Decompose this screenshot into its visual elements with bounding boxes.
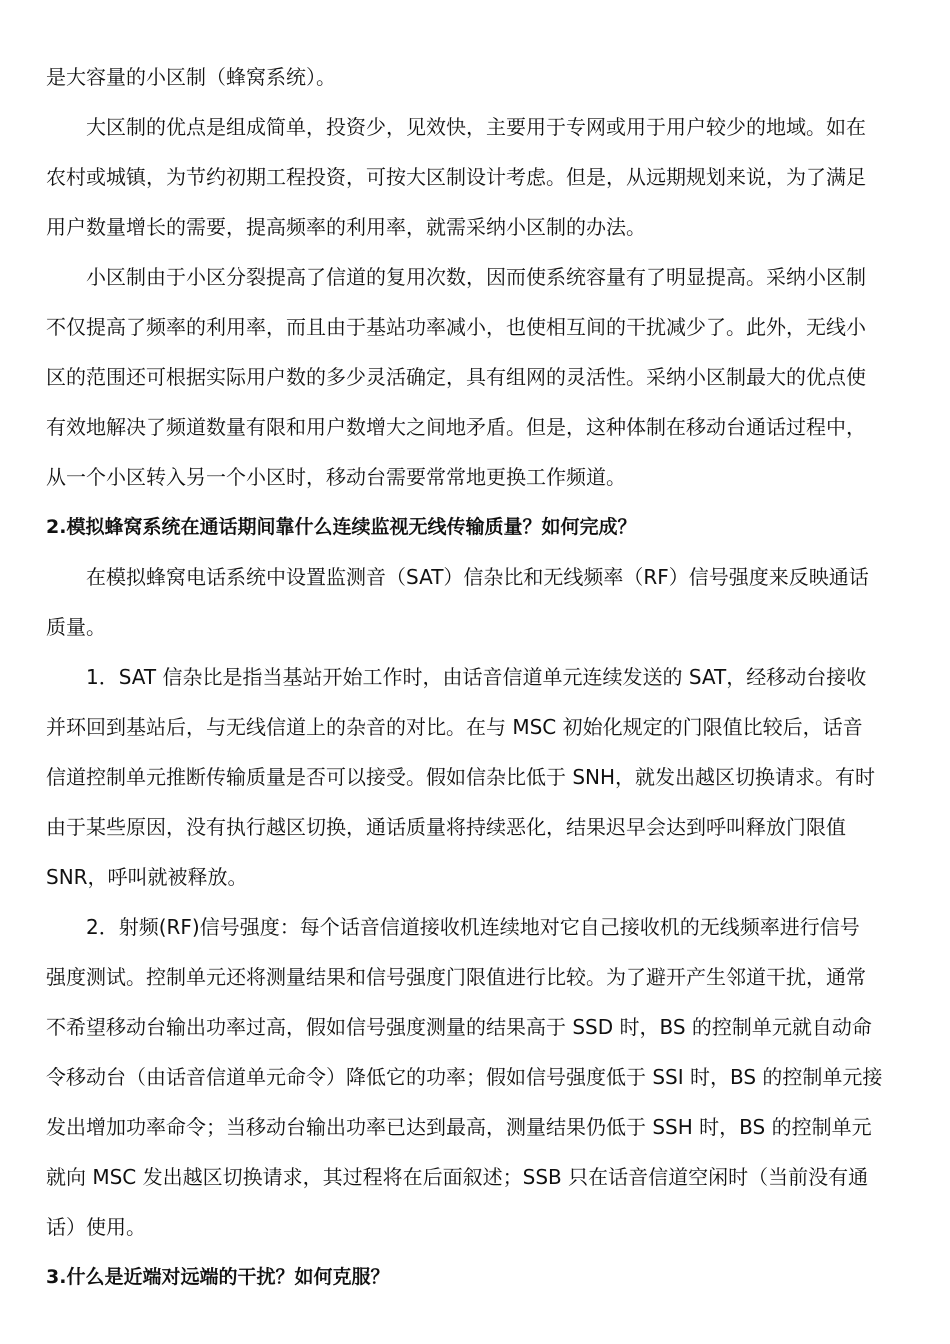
text-line: 是大容量的小区制（蜂窝系统）。 <box>46 65 336 89</box>
text-line: SNR，呼叫就被释放。 <box>46 865 248 889</box>
question-heading-2 <box>46 502 904 552</box>
text-line: 1．SAT 信杂比是指当基站开始工作时，由话音信道单元连续发送的 SAT，经移动台接收 <box>86 665 867 689</box>
text-line: 区的范围还可根据实际用户数的多少灵活确定，具有组网的灵活性。采纳小区制最大的优点使 <box>46 365 866 389</box>
heading-line: 3.什么是近端对远端的干扰？如何克服？ <box>46 1266 390 1288</box>
text-line: 不希望移动台输出功率过高，假如信号强度测量的结果高于 SSD 时，BS 的控制单元就自动命 <box>46 1015 872 1039</box>
text-line: 大区制的优点是组成简单，投资少，见效快，主要用于专网或用于用户较少的地域。如在 <box>86 115 866 139</box>
paragraph-microcell <box>46 252 904 502</box>
text-line: 发出增加功率命令；当移动台输出功率已达到最高，测量结果仍低于 SSH 时，BS 的控制单元 <box>46 1115 872 1139</box>
text-line: 用户数量增长的需要，提高频率的利用率，就需采纳小区制的办法。 <box>46 215 646 239</box>
text-line: 信道控制单元推断传输质量是否可以接受。假如信杂比低于 SNH，就发出越区切换请求。有时 <box>46 765 876 789</box>
paragraph-sat-snr <box>46 652 904 902</box>
text-line: 有效地解决了频道数量有限和用户数增大之间地矛盾。但是，这种体制在移动台通话过程中， <box>46 415 866 439</box>
document-page <box>46 52 904 1302</box>
text-line: 并环回到基站后，与无线信道上的杂音的对比。在与 MSC 初始化规定的门限值比较后，话音 <box>46 715 863 739</box>
paragraph-macrocell-advantages <box>46 102 904 252</box>
text-line: 2．射频(RF)信号强度：每个话音信道接收机连续地对它自己接收机的无线频率进行信号 <box>86 915 860 939</box>
paragraph-sat-rf-intro <box>46 552 904 652</box>
paragraph-rf-strength <box>46 902 904 1252</box>
text-line: 质量。 <box>46 615 106 639</box>
text-line: 在模拟蜂窝电话系统中设置监测音（SAT）信杂比和无线频率（RF）信号强度来反映通话 <box>86 565 869 589</box>
text-line: 农村或城镇，为节约初期工程投资，可按大区制设计考虑。但是，从远期规划来说，为了满足 <box>46 165 866 189</box>
paragraph-intro-tail <box>46 52 904 102</box>
text-line: 令移动台（由话音信道单元命令）降低它的功率；假如信号强度低于 SSI 时，BS 的控制单元接 <box>46 1065 883 1089</box>
text-line: 强度测试。控制单元还将测量结果和信号强度门限值进行比较。为了避开产生邻道干扰，通常 <box>46 965 866 989</box>
text-line: 从一个小区转入另一个小区时，移动台需要常常地更换工作频道。 <box>46 465 626 489</box>
text-line: 由于某些原因，没有执行越区切换，通话质量将持续恶化，结果迟早会达到呼叫释放门限值 <box>46 815 846 839</box>
text-line: 话）使用。 <box>46 1215 146 1239</box>
heading-line: 2.模拟蜂窝系统在通话期间靠什么连续监视无线传输质量？如何完成？ <box>46 516 637 538</box>
question-heading-3 <box>46 1252 904 1302</box>
text-line: 小区制由于小区分裂提高了信道的复用次数，因而使系统容量有了明显提高。采纳小区制 <box>86 265 866 289</box>
text-line: 就向 MSC 发出越区切换请求，其过程将在后面叙述；SSB 只在话音信道空闲时（当前没有通 <box>46 1165 869 1189</box>
text-line: 不仅提高了频率的利用率，而且由于基站功率减小，也使相互间的干扰减少了。此外，无线小 <box>46 315 866 339</box>
